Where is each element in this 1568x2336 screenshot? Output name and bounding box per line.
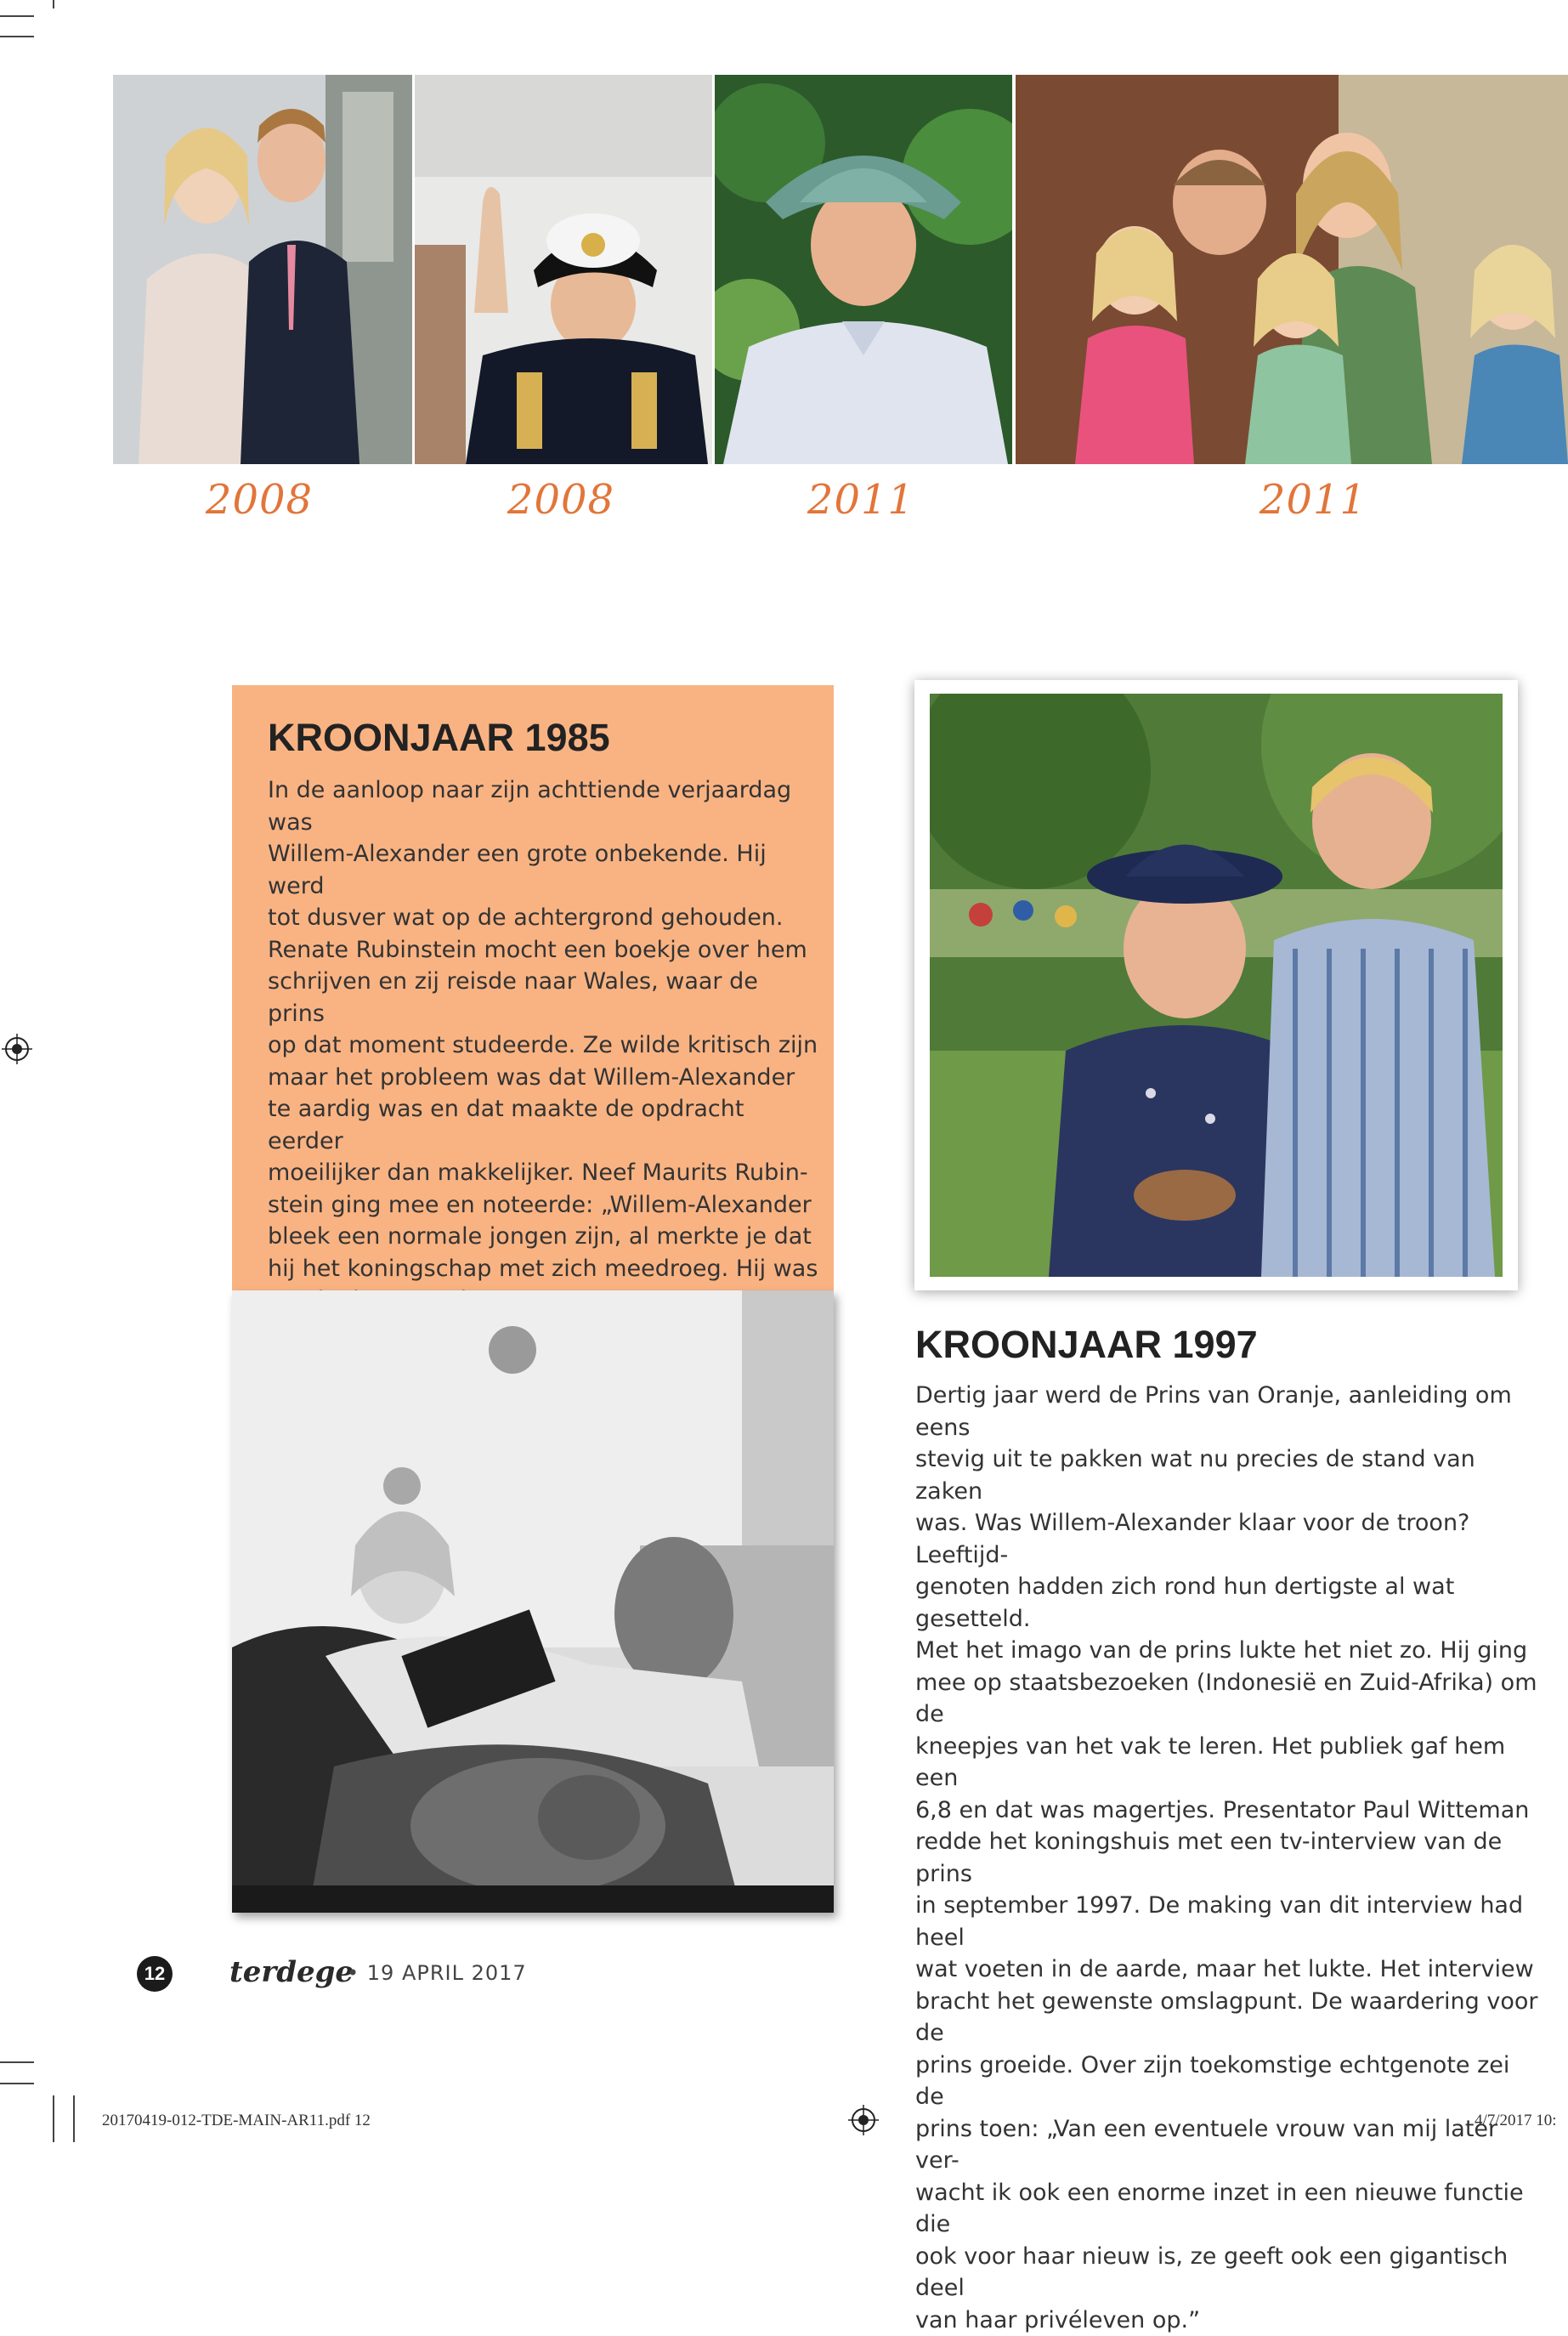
photo-family-2011 [1016,75,1568,464]
photo-naval-uniform-2008 [415,75,712,464]
registration-mark-icon [848,2105,879,2135]
photo-couple-2008 [113,75,412,464]
crop-mark [53,0,54,9]
crop-mark [0,15,34,17]
photo-bw-reading-with-dog [232,1290,834,1913]
print-slug-filename: 20170419-012-TDE-MAIN-AR11.pdf 12 [102,2112,371,2129]
magazine-logo: terdege [229,1955,354,1989]
crop-mark [53,2095,54,2142]
section-1985-heading: KROONJAAR 1985 [268,716,610,759]
crop-mark [0,2083,34,2084]
timeline-year-3: 2011 [807,476,915,524]
photo-bucket-hat-2011 [715,75,1012,464]
photo-frame-1997 [914,680,1518,1290]
photo-queen-and-prince [930,694,1503,1277]
timeline-year-1: 2008 [205,476,314,524]
timeline-year-4: 2011 [1259,476,1367,524]
crop-mark [0,2061,34,2063]
crop-mark [73,2095,75,2142]
print-slug-timestamp: 4/7/2017 10: [1475,2112,1557,2129]
section-1985-body: In de aanloop naar zijn achttiende verjaardag was Willem-Alexander een grote onbekende. Hij werd tot dusver wat op de achtergrond gehouden. Renate Rubinstein mocht een boekje over hem schrijven en zij reisde naar Wales, waar de prins op dat moment studeerde. Ze wilde kritisch zijn maar het probleem was dat Willem-Alexander te aardig was en dat maakte de opdracht eerder moeilijker dan makkelijker. Neef Maurits Rubin- stein ging mee en noteerde: „Willem-Alexander bleek een normale jongen zijn, al merkte je dat hij het koningschap met zich meedroeg. Hij was [268,777,818,1282]
crop-mark [0,36,34,37]
page-number-badge: 12 [137,1956,173,1992]
section-1997-body: Dertig jaar werd de Prins van Oranje, aanleiding om eens stevig uit te pakken wat nu precies de stand van zaken was. Was Willem-Alexander klaar voor de troon? Leeftijd- genoten hadden zich rond hun dertigste al wat gesetteld. Met het imago van de prins lukte het niet zo. Hij ging mee op staatsbezoeken (Indonesië en Zuid-Afrika) om de kneepjes van het vak te leren. Het publiek gaf hem een 6,8 en dat was magertjes. Presentator Paul Witteman redde het koningshuis met een tv-interview van de prins in september 1997. De making van dit interview had heel wat voeten in de aarde, maar het lukte. Het interview bracht het gewenste omslagpunt. De waardering voor de prins groeide. Over zijn toekomstige echtgenote zei de prins toen: „Van een eventuele vrouw van mij later ver- wacht ik ook een enorme inzet in een nieuwe functie die ook voor haar nieuw is, ze geeft ook een gigantisch deel van haar privéleven op.” [915,1382,1538,2333]
timeline-year-2: 2008 [507,476,615,524]
issue-date: • 19 APRIL 2017 [347,1961,527,1985]
section-1985-box [232,685,834,1290]
registration-mark-icon [2,1034,32,1064]
section-1997-heading: KROONJAAR 1997 [915,1323,1258,1366]
